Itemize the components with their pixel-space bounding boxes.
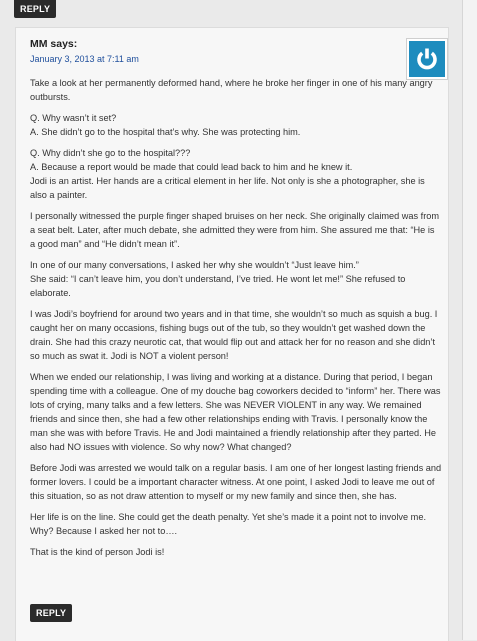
comment-line: A. Because a report would be made that could lead back to him and he knew it. — [30, 162, 353, 172]
comment-paragraph — [30, 461, 442, 503]
comment-line: Her life is on the line. She could get the death penalty. Yet she’s made it a point not to involve me. Why? Because I asked her not to…. — [30, 512, 426, 536]
comment-paragraph — [30, 370, 442, 454]
comment-line: Q. Why wasn’t it set? — [30, 113, 117, 123]
comment-line: A. She didn’t go to the hospital that’s why. She was protecting him. — [30, 127, 301, 137]
comment-paragraph — [30, 258, 442, 300]
comment-paragraph — [30, 76, 442, 104]
comment-paragraph — [30, 307, 442, 363]
comment-line: I was Jodi’s boyfriend for around two years and in that time, she wouldn’t so much as squish a bug. I caught her on many occasions, fishing bugs out of the tub, so they wouldn’t get washed down the drain. She had this crazy neurotic cat, that would flip out and attack her for no reason and she didn’t so much as swat it. Jodi is NOT a violent person! — [30, 309, 438, 361]
comment-paragraph — [30, 510, 442, 538]
comment-paragraph — [30, 545, 442, 559]
comment-date-link[interactable]: January 3, 2013 at 7:11 am — [30, 54, 139, 64]
comment — [15, 27, 449, 641]
comment-line: In one of our many conversations, I asked her why she wouldn’t “Just leave him.” — [30, 260, 359, 270]
comment-paragraph — [30, 111, 442, 139]
reply-button-bottom[interactable]: REPLY — [30, 604, 72, 622]
comment-line: I personally witnessed the purple finger shaped bruises on her neck. She originally claimed was from a seat belt. Later, after much debate, she admitted they were from him. She assured me that: “He is a good man” and “He didn’t mean it”. — [30, 211, 440, 249]
comment-paragraph — [30, 146, 442, 202]
power-icon — [409, 41, 445, 77]
comment-paragraph — [30, 209, 442, 251]
comment-line: Take a look at her permanently deformed hand, where he broke her finger in one of his many angry outbursts. — [30, 78, 433, 102]
comment-body — [30, 76, 442, 566]
avatar[interactable] — [406, 38, 448, 80]
comment-line: Jodi is an artist. Her hands are a critical element in her life. Not only is she a photographer, she is also a painter. — [30, 176, 425, 200]
comment-line: Before Jodi was arrested we would talk on a regular basis. I am one of her longest lasting friends and former lovers. I could be a important character witness. At one point, I asked Jodi to leave me out of this situation, so as not draw attention to myself or my new family and since then, she has. — [30, 463, 442, 501]
reply-button-top[interactable]: REPLY — [14, 0, 56, 18]
comment-line: That is the kind of person Jodi is! — [30, 547, 165, 557]
comment-line: She said: “I can’t leave him, you don’t understand, I’ve tried. He wont let me!” She refused to elaborate. — [30, 274, 406, 298]
comment-line: When we ended our relationship, I was living and working at a distance. During that period, I began spending time with a colleague. One of my douche bag coworkers decided to “inform” her. There was lots of crying, many talks and a few letters. She was NEVER VIOLENT in any way. We remained friends and since then, she had a few other relationships ending with Travis. I personally know the man she was with before Travis. He and Jodi maintained a friendly relationship after they parted. He also had NO issues with violence. So why now? What changed? — [30, 372, 441, 452]
comment-author: MM says: — [30, 38, 78, 50]
comment-line: Q. Why didn’t she go to the hospital??? — [30, 148, 191, 158]
scrollbar-gutter — [462, 0, 477, 640]
